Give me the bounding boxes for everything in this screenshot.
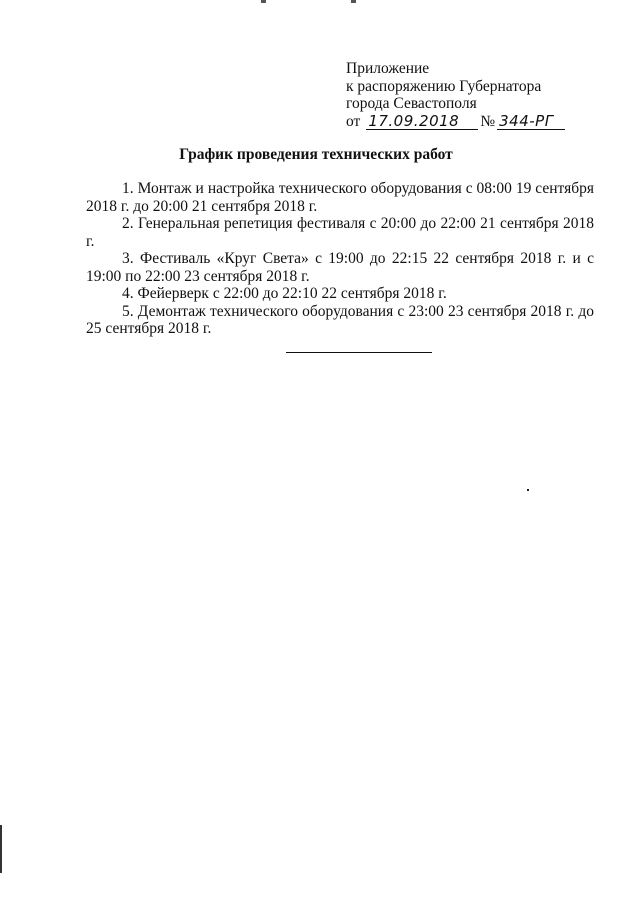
annex-date-number-row	[346, 113, 616, 131]
schedule-item: 3. Фестиваль «Круг Света» с 19:00 до 22:15 22 сентября 2018 г. и с 19:00 по 22:00 23 сентября 2018 г.	[86, 250, 594, 285]
closing-separator-line	[286, 352, 432, 353]
document-title: График проведения технических работ	[179, 146, 453, 163]
handwritten-date: 17.09.2018	[366, 114, 478, 130]
schedule-item: 5. Демонтаж технического оборудования с 23:00 23 сентября 2018 г. до 25 сентября 2018 г.	[86, 302, 594, 337]
schedule-item: 4. Фейерверк с 22:00 до 22:10 22 сентября 2018 г.	[122, 285, 447, 302]
from-label: от	[346, 112, 361, 130]
scan-artifact	[261, 0, 266, 3]
annex-label: Приложение	[346, 60, 430, 77]
scan-artifact	[527, 489, 529, 491]
number-sign: №	[480, 112, 496, 130]
schedule-item: 2. Генеральная репетиция фестиваля с 20:00 до 22:00 21 сентября 2018 г.	[86, 215, 594, 250]
schedule-item: 1. Монтаж и настройка технического оборудования с 08:00 19 сентября 2018 г. до 20:00 21 сентября 2018 г.	[86, 180, 594, 215]
scan-artifact	[351, 0, 356, 3]
handwritten-number: 344-РГ	[497, 114, 565, 130]
annex-city: города Севастополя	[346, 95, 477, 112]
scan-artifact	[0, 825, 2, 873]
schedule-list	[86, 180, 594, 338]
annex-header	[346, 60, 616, 130]
annex-order-reference: к распоряжению Губернатора	[346, 77, 542, 95]
